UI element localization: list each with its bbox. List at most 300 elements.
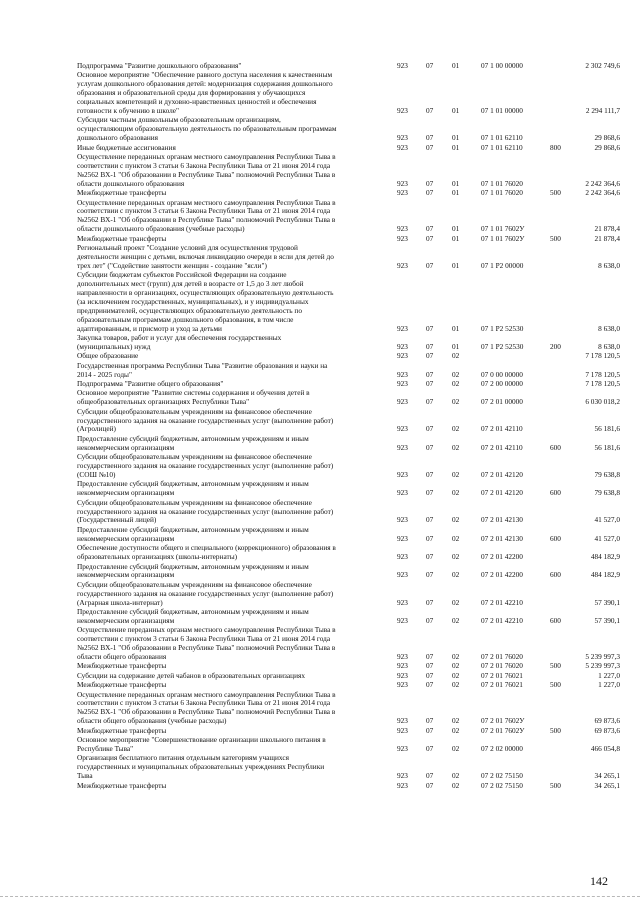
code-rz: 07 [426,597,434,607]
table-row [0,389,640,407]
row-amount: 2 242 364,6 [585,178,620,188]
description-line: Подпрограмма "Развитие дошкольного образования" [77,62,242,70]
row-description [77,153,387,189]
row-description [77,754,387,781]
code-ved: 923 [397,260,408,270]
description-line: области дошкольного образования [77,178,185,188]
description-line: №2562 ВХ-1 "Об образовании в Республике Тыва" полномочий Республики Тыва в [77,215,336,225]
code-rz: 07 [426,178,434,188]
row-amount: 57 390,1 [594,615,620,625]
code-csr: 07 2 01 76021 [481,670,523,680]
row-description [77,453,387,480]
code-ved: 923 [397,105,408,115]
description-line: некоммерческим организациям [77,615,175,625]
code-vr: 200 [550,341,561,351]
description-line: (Государственный лицей) [77,515,157,525]
code-pr: 01 [452,133,460,143]
code-vr: 600 [550,488,561,498]
table-row [0,153,640,189]
code-ved: 923 [397,716,408,726]
row-amount: 6 030 018,2 [585,397,620,407]
row-amount: 2 302 749,6 [585,60,620,70]
row-amount: 484 182,9 [590,570,620,580]
code-csr: 07 1 P2 00000 [481,260,524,270]
code-vr: 600 [550,533,561,543]
description-line: (Аграрная школа-интернат) [77,597,163,607]
description-line: Региональный проект "Создание условий для осуществления трудовой [77,244,298,252]
code-pr: 02 [452,351,460,361]
code-ved: 923 [397,323,408,333]
description-line: Субсидии на содержание детей чабанов в образовательных организациях [77,671,305,680]
row-amount: 79 638,8 [594,488,620,498]
code-csr: 07 1 P2 52530 [481,341,524,351]
code-rz: 07 [426,680,434,690]
code-ved: 923 [397,570,408,580]
row-amount: 466 054,8 [590,743,620,753]
code-csr: 07 2 02 75150 [481,780,523,790]
code-rz: 07 [426,651,434,661]
code-pr: 02 [452,615,460,625]
row-description [77,691,387,727]
row-amount: 21 878,4 [594,233,620,243]
description-line: (муниципальных) нужд [77,341,151,351]
row-amount: 79 638,8 [594,469,620,479]
code-rz: 07 [426,570,434,580]
description-line: Предоставление субсидий бюджетным, автономным учреждениям и иным [77,525,309,534]
code-ved: 923 [397,725,408,735]
description-line: (СОШ №10) [77,469,116,479]
code-pr: 02 [452,424,460,434]
description-line: Межбюджетные трансферты [77,781,167,790]
description-line: Межбюджетные трансферты [77,726,167,735]
code-ved: 923 [397,615,408,625]
row-description [77,189,387,198]
table-row [0,563,640,581]
code-rz: 07 [426,615,434,625]
code-rz: 07 [426,369,434,379]
table-row [0,199,640,235]
code-ved: 923 [397,552,408,562]
code-csr: 07 2 01 42120 [481,488,523,498]
row-amount: 5 239 997,3 [585,651,620,661]
code-ved: 923 [397,743,408,753]
code-pr: 02 [452,552,460,562]
page-number: 142 [590,874,608,888]
row-amount: 56 181,6 [594,424,620,434]
code-vr: 500 [550,188,561,198]
code-csr: 07 1 01 7602У [481,224,525,234]
row-description [77,334,387,352]
row-description [77,116,387,143]
code-csr: 07 2 01 42120 [481,469,523,479]
code-pr: 01 [452,341,460,351]
code-rz: 07 [426,105,434,115]
table-row [0,672,640,681]
description-line: Осуществление переданных органам местного самоуправления Республики Тыва в [77,626,336,635]
description-line: №2562 ВХ-1 "Об образовании в Республике Тыва" полномочий Республики Тыва в [77,643,336,653]
table-row [0,116,640,143]
code-csr: 07 2 01 42210 [481,597,523,607]
code-pr: 01 [452,224,460,234]
row-amount: 484 182,9 [590,552,620,562]
row-amount: 34 265,1 [594,771,620,781]
table-row [0,581,640,608]
code-csr: 07 1 01 7602У [481,233,525,243]
description-line: общеобразовательных организациях Республики Тыва" [77,397,250,407]
code-ved: 923 [397,378,408,388]
code-pr: 02 [452,670,460,680]
description-line: Иные бюджетные ассигнования [77,143,176,152]
code-csr: 07 2 01 42110 [481,442,523,452]
row-description [77,499,387,526]
description-line: Республике Тыва" [77,743,134,753]
row-description [77,408,387,435]
code-rz: 07 [426,133,434,143]
code-ved: 923 [397,142,408,152]
description-line: образования и образовательной среды для формирования у обучающихся [77,88,306,98]
code-vr: 600 [550,570,561,580]
row-amount: 34 265,1 [594,780,620,790]
code-csr: 07 1 01 00000 [481,105,523,115]
description-line: некоммерческим организациям [77,570,175,580]
code-csr: 07 2 01 76021 [481,680,523,690]
code-csr: 07 2 01 76020 [481,651,523,661]
code-rz: 07 [426,233,434,243]
code-vr: 500 [550,725,561,735]
row-description [77,362,387,380]
code-csr: 07 2 01 76020 [481,661,523,671]
code-ved: 923 [397,133,408,143]
code-ved: 923 [397,533,408,543]
description-line: соответствии с пунктом 3 статьи 6 Закона Республики Тыва от 21 июня 2014 года [77,160,331,170]
row-amount: 2 294 111,7 [585,105,620,115]
row-description [77,681,387,690]
table-row [0,736,640,754]
description-line: соответствии с пунктом 3 статьи 6 Закона Республики Тыва от 21 июня 2014 года [77,206,331,216]
code-ved: 923 [397,178,408,188]
row-description [77,662,387,671]
description-line: (за исключением государственных, муниципальных), и у индивидуальных [77,296,309,306]
table-row [0,526,640,544]
code-csr: 07 2 01 7602У [481,725,525,735]
description-line: №2562 ВХ-1 "Об образовании в Республике Тыва" полномочий Республики Тыва в [77,169,336,179]
description-line: дошкольного образования [77,133,159,143]
code-rz: 07 [426,442,434,452]
code-rz: 07 [426,397,434,407]
code-pr: 01 [452,60,460,70]
row-description [77,435,387,453]
code-vr: 500 [550,661,561,671]
code-ved: 923 [397,780,408,790]
table-row [0,71,640,116]
description-line: деятельности женщин с детьми, включая ликвидацию очереди в ясли для детей до [77,251,334,261]
code-pr: 01 [452,233,460,243]
code-csr: 07 2 01 42110 [481,424,523,434]
row-amount: 2 242 364,6 [585,188,620,198]
description-line: соответствии с пунктом 3 статьи 6 Закона Республики Тыва от 21 июня 2014 года [77,698,331,708]
table-row [0,408,640,435]
description-line: образовательных организациях (школы-интернаты) [77,552,238,562]
code-ved: 923 [397,651,408,661]
table-row [0,754,640,781]
code-rz: 07 [426,142,434,152]
row-description [77,608,387,626]
code-pr: 01 [452,178,460,188]
description-line: Субсидии общеобразовательным учреждениям на финансовое обеспечение [77,407,312,416]
row-amount: 56 181,6 [594,442,620,452]
description-line: социальных компетенций и духовно-нравственных ценностей и обеспечения [77,97,317,107]
code-csr: 07 1 01 76020 [481,188,523,198]
row-amount: 7 178 120,5 [585,369,620,379]
table-row [0,782,640,791]
table-row [0,662,640,671]
row-description [77,144,387,153]
code-ved: 923 [397,224,408,234]
code-rz: 07 [426,60,434,70]
code-rz: 07 [426,351,434,361]
code-vr: 500 [550,680,561,690]
code-pr: 01 [452,142,460,152]
code-pr: 02 [452,515,460,525]
row-amount: 8 638,0 [598,260,620,270]
description-line: Основное мероприятие "Совершенствование организации школьного питания в [77,736,326,745]
row-amount: 41 527,0 [594,533,620,543]
description-line: Предоставление субсидий бюджетным, автономным учреждениям и иным [77,608,309,616]
row-description [77,271,387,333]
code-ved: 923 [397,424,408,434]
row-amount: 1 227,0 [598,680,620,690]
code-csr: 07 2 01 42130 [481,533,523,543]
description-line: Подпрограмма "Развитие общего образования" [77,380,224,388]
description-line: Предоставление субсидий бюджетным, автономным учреждениям и иным [77,434,309,443]
code-ved: 923 [397,442,408,452]
code-csr: 07 1 01 62110 [481,133,523,143]
row-amount: 7 178 120,5 [585,351,620,361]
code-pr: 02 [452,570,460,580]
description-line: государственных и муниципальных образовательных учреждениях Республики [77,762,325,772]
code-csr: 07 2 01 7602У [481,716,525,726]
row-amount: 41 527,0 [594,515,620,525]
description-line: осуществляющим образовательную деятельность по образовательным программам [77,124,337,134]
description-line: Организация бесплатного питания отдельным категориям учащихся [77,754,289,763]
row-amount: 29 868,6 [594,133,620,143]
code-rz: 07 [426,743,434,753]
table-row [0,453,640,480]
code-rz: 07 [426,424,434,434]
row-amount: 1 227,0 [598,670,620,680]
code-pr: 02 [452,651,460,661]
row-description [77,736,387,754]
description-line: Субсидии общеобразовательным учреждениям на финансовое обеспечение [77,498,312,507]
row-description [77,380,387,389]
description-line: Межбюджетные трансферты [77,662,167,671]
row-amount: 69 873,6 [594,725,620,735]
code-rz: 07 [426,771,434,781]
table-row [0,626,640,662]
description-line: государственного задания на оказание государственных услуг (выполнение работ) [77,461,334,471]
code-csr: 07 2 01 00000 [481,397,523,407]
description-line: Субсидии частным дошкольным образовательным организациям, [77,116,281,125]
row-amount: 21 878,4 [594,224,620,234]
code-vr: 600 [550,442,561,452]
description-line: предпринимателей, осуществляющих образовательную деятельность по [77,305,302,315]
table-row [0,480,640,498]
code-ved: 923 [397,515,408,525]
row-description [77,199,387,235]
code-rz: 07 [426,661,434,671]
description-line: Осуществление переданных органам местного самоуправления Республики Тыва в [77,153,336,161]
code-pr: 01 [452,323,460,333]
page-bottom-divider [0,896,640,897]
table-row [0,189,640,198]
code-pr: 01 [452,260,460,270]
code-vr: 500 [550,233,561,243]
description-line: готовности к обучению в школе" [77,105,180,115]
code-pr: 01 [452,105,460,115]
code-csr: 07 2 00 00000 [481,378,523,388]
description-line: некоммерческим организациям [77,533,175,543]
code-rz: 07 [426,515,434,525]
code-pr: 02 [452,469,460,479]
description-line: Межбюджетные трансферты [77,681,167,690]
table-row [0,544,640,562]
code-csr: 07 1 01 62110 [481,142,523,152]
description-line: Субсидии общеобразовательным учреждениям на финансовое обеспечение [77,453,312,462]
description-line: дополнительных мест (групп) для детей в возрасте от 1,5 до 3 лет любой [77,279,304,289]
code-pr: 02 [452,661,460,671]
description-line: Субсидии бюджетам субъектов Российской Федерации на создание [77,271,287,280]
code-ved: 923 [397,341,408,351]
code-rz: 07 [426,323,434,333]
table-row [0,352,640,361]
row-amount: 29 868,6 [594,142,620,152]
code-rz: 07 [426,469,434,479]
code-csr: 07 1 00 00000 [481,60,523,70]
code-rz: 07 [426,716,434,726]
description-line: государственного задания на оказание государственных услуг (выполнение работ) [77,588,334,598]
table-row [0,334,640,352]
code-csr: 07 2 01 42200 [481,552,523,562]
description-line: Межбюджетные трансферты [77,189,167,198]
code-vr: 500 [550,780,561,790]
table-row [0,362,640,380]
description-line: Обеспечение доступности общего и специального (коррекционного) образования в [77,544,336,553]
row-amount: 5 239 997,3 [585,661,620,671]
description-line: некоммерческим организациям [77,442,175,452]
description-line: Межбюджетные трансферты [77,234,167,243]
table-row [0,727,640,736]
code-vr: 600 [550,615,561,625]
row-description [77,581,387,608]
code-pr: 02 [452,369,460,379]
row-amount: 7 178 120,5 [585,378,620,388]
code-csr: 07 1 P2 52530 [481,323,524,333]
code-rz: 07 [426,378,434,388]
description-line: Общее образование [77,352,139,361]
code-ved: 923 [397,488,408,498]
code-rz: 07 [426,552,434,562]
code-rz: 07 [426,341,434,351]
table-row [0,271,640,333]
table-row [0,244,640,271]
row-description [77,71,387,115]
code-rz: 07 [426,224,434,234]
code-pr: 01 [452,188,460,198]
description-line: №2562 ВХ-1 "Об образовании в Республике Тыва" полномочий Республики Тыва в [77,707,336,717]
description-line: государственного задания на оказание государственных услуг (выполнение работ) [77,506,334,516]
table-row [0,235,640,244]
code-pr: 02 [452,743,460,753]
description-line: Предоставление субсидий бюджетным, автономным учреждениям и иным [77,562,309,571]
row-amount: 8 638,0 [598,341,620,351]
description-line: Основное мероприятие "Развитие системы содержания и обучения детей в [77,389,310,398]
code-pr: 02 [452,680,460,690]
row-description [77,62,387,71]
table-row [0,608,640,626]
code-csr: 07 2 01 42130 [481,515,523,525]
row-description [77,563,387,581]
code-rz: 07 [426,188,434,198]
code-ved: 923 [397,771,408,781]
code-pr: 02 [452,442,460,452]
code-pr: 02 [452,716,460,726]
row-description [77,480,387,498]
code-ved: 923 [397,233,408,243]
code-csr: 07 2 02 75150 [481,771,523,781]
code-pr: 02 [452,488,460,498]
code-pr: 02 [452,597,460,607]
row-description [77,244,387,271]
code-pr: 02 [452,771,460,781]
code-ved: 923 [397,670,408,680]
table-row [0,681,640,690]
description-line: Осуществление переданных органам местного самоуправления Республики Тыва в [77,198,336,207]
code-rz: 07 [426,670,434,680]
code-rz: 07 [426,488,434,498]
description-line: Закупка товаров, работ и услуг для обеспечения государственных [77,334,282,342]
code-csr: 07 0 00 00000 [481,369,523,379]
code-pr: 02 [452,725,460,735]
description-line: услугам дошкольного образования детей: модернизация содержания дошкольного [77,79,333,89]
table-row [0,380,640,389]
description-line: Предоставление субсидий бюджетным, автономным учреждениям и иным [77,480,309,489]
code-csr: 07 2 01 42210 [481,615,523,625]
row-description [77,626,387,662]
row-amount: 69 873,6 [594,716,620,726]
code-csr: 07 1 01 76020 [481,178,523,188]
row-description [77,352,387,361]
code-pr: 02 [452,397,460,407]
row-description [77,672,387,681]
code-ved: 923 [397,661,408,671]
code-ved: 923 [397,188,408,198]
table-row [0,62,640,71]
description-line: Основное мероприятие "Обеспечение равного доступа населения к качественным [77,71,333,80]
description-line: трех лет" ("Содействие занятости женщин - создание "ясли") [77,260,267,270]
description-line: области дошкольного образования (учебные расходы) [77,224,245,234]
description-line: Тыва [77,771,93,781]
row-description [77,782,387,791]
code-csr: 07 2 01 42200 [481,570,523,580]
description-line: области общего образования [77,651,167,661]
code-rz: 07 [426,725,434,735]
code-ved: 923 [397,469,408,479]
code-ved: 923 [397,597,408,607]
code-vr: 800 [550,142,561,152]
code-ved: 923 [397,351,408,361]
row-description [77,727,387,736]
row-description [77,544,387,562]
